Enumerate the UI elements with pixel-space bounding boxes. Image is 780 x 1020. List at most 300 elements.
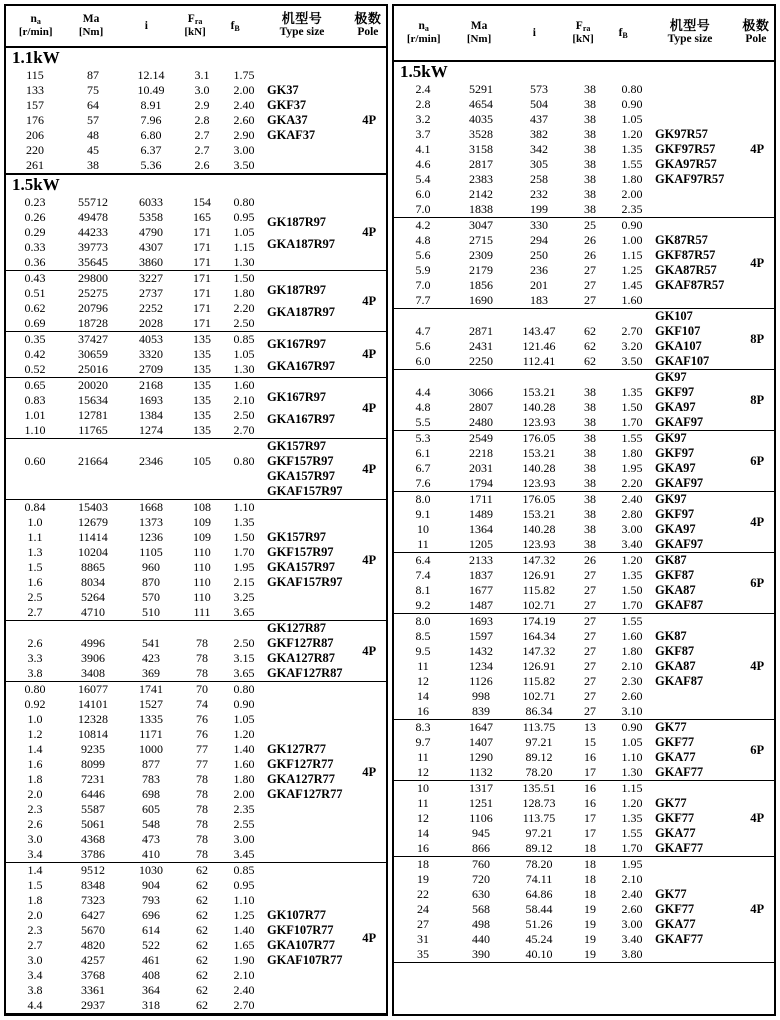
- cell-i: 135.51: [522, 781, 556, 795]
- cell-i: 410: [142, 847, 160, 861]
- table-row[interactable]: [394, 689, 652, 704]
- cell-fb: 2.30: [621, 674, 643, 688]
- table-row[interactable]: [6, 621, 264, 636]
- cell-fra: 2.8: [194, 113, 210, 127]
- table-row[interactable]: [6, 316, 264, 331]
- cell-fb: 1.80: [233, 772, 255, 786]
- column-header-symbol: 极数: [742, 19, 770, 34]
- table-row[interactable]: [6, 878, 264, 893]
- cell-fra: 78: [196, 651, 208, 665]
- cell-fra: 62: [196, 983, 208, 997]
- table-row[interactable]: [394, 446, 652, 461]
- cell-na: 7.0: [415, 202, 431, 216]
- cell-fb: 3.45: [233, 847, 255, 861]
- spec-rows: [6, 682, 264, 862]
- type-size-label: GKAF97: [655, 537, 704, 551]
- column-header-unit: Pole: [745, 33, 767, 45]
- cell-na: 3.8: [27, 666, 43, 680]
- cell-fra: 27: [584, 629, 596, 643]
- table-row[interactable]: [6, 772, 264, 787]
- table-row[interactable]: [6, 408, 264, 423]
- table-row[interactable]: [6, 271, 264, 286]
- cell-fra: 18: [584, 872, 596, 886]
- spec-group: [394, 780, 774, 856]
- table-row[interactable]: [394, 872, 652, 887]
- cell-ma: 4257: [81, 953, 105, 967]
- table-row[interactable]: [6, 143, 264, 158]
- cell-fra: 62: [196, 968, 208, 982]
- cell-fra: 110: [193, 545, 211, 559]
- column-header-na: [8, 6, 63, 46]
- cell-ma: 1837: [469, 568, 493, 582]
- table-row[interactable]: [394, 629, 652, 644]
- table-row[interactable]: [6, 953, 264, 968]
- type-size-label: GKF97: [655, 507, 695, 521]
- column-header-Ma: [63, 6, 118, 46]
- table-row[interactable]: [6, 210, 264, 225]
- column-header-symbol: $F_{ra}$: [575, 20, 591, 33]
- table-row[interactable]: [6, 605, 264, 620]
- cell-ma: 7231: [81, 772, 105, 786]
- table-row[interactable]: [6, 863, 264, 878]
- table-row[interactable]: [394, 841, 652, 856]
- table-row[interactable]: [6, 240, 264, 255]
- table-row[interactable]: [6, 998, 264, 1013]
- cell-fb: 0.85: [233, 332, 255, 346]
- cell-i: 199: [530, 202, 548, 216]
- cell-fb: 1.55: [621, 614, 643, 628]
- cell-fra: 17: [584, 765, 596, 779]
- cell-fb: 2.00: [233, 83, 255, 97]
- type-size-label: GK97: [655, 370, 687, 384]
- table-row[interactable]: [6, 484, 264, 499]
- table-row[interactable]: [394, 917, 652, 932]
- cell-fb: 1.70: [621, 598, 643, 612]
- table-row[interactable]: [394, 492, 652, 507]
- table-row[interactable]: [394, 431, 652, 446]
- table-row[interactable]: [394, 202, 652, 217]
- column-header-i: [507, 6, 562, 60]
- cell-na: 1.8: [27, 893, 43, 907]
- cell-fb: 2.50: [233, 316, 255, 330]
- cell-i: 3320: [139, 347, 163, 361]
- type-size-cell: [264, 439, 352, 499]
- cell-fb: 0.90: [233, 697, 255, 711]
- pole-cell: 8P: [750, 392, 765, 407]
- cell-fb: 0.80: [621, 82, 643, 96]
- table-row[interactable]: [394, 507, 652, 522]
- cell-na: 6.7: [415, 461, 431, 475]
- type-size-label: GK187R97: [267, 214, 326, 229]
- table-row[interactable]: [394, 704, 652, 719]
- cell-fb: 0.95: [233, 878, 255, 892]
- table-row[interactable]: [6, 817, 264, 832]
- table-row[interactable]: [6, 923, 264, 938]
- cell-fb: 3.20: [621, 339, 643, 353]
- table-body: [394, 62, 774, 1014]
- cell-i: 4053: [139, 332, 163, 346]
- cell-fb: 1.45: [621, 278, 643, 292]
- cell-na: 8.0: [415, 492, 431, 506]
- table-row[interactable]: [6, 697, 264, 712]
- table-row[interactable]: [6, 195, 264, 210]
- table-row[interactable]: [394, 932, 652, 947]
- type-size-label: GK97R57: [655, 127, 708, 141]
- table-row[interactable]: [394, 902, 652, 917]
- table-row[interactable]: [6, 439, 264, 454]
- table-row[interactable]: [6, 393, 264, 408]
- cell-na: 115: [26, 68, 44, 82]
- type-size-cell: [652, 309, 740, 369]
- cell-ma: 1838: [469, 202, 493, 216]
- table-row[interactable]: [6, 500, 264, 515]
- table-row[interactable]: [394, 233, 652, 248]
- cell-na: 4.7: [415, 324, 431, 338]
- cell-fb: 2.35: [621, 202, 643, 216]
- table-row[interactable]: [6, 347, 264, 362]
- table-row[interactable]: [394, 112, 652, 127]
- table-row[interactable]: [394, 765, 652, 780]
- type-size-label: GK87R57: [655, 233, 708, 247]
- cell-fb: 2.60: [621, 902, 643, 916]
- cell-i: 140.28: [522, 461, 556, 475]
- cell-fb: 0.80: [233, 454, 255, 468]
- cell-na: 8.3: [415, 720, 431, 734]
- table-row[interactable]: [394, 400, 652, 415]
- table-row[interactable]: [394, 781, 652, 796]
- cell-fra: 27: [584, 293, 596, 307]
- table-row[interactable]: [394, 796, 652, 811]
- cell-ma: 2218: [469, 446, 493, 460]
- spec-group: [394, 856, 774, 962]
- cell-i: 126.91: [522, 568, 556, 582]
- cell-fra: 135: [193, 408, 211, 422]
- cell-fb: 2.70: [233, 423, 255, 437]
- spec-rows: [394, 82, 652, 217]
- cell-fb: 0.85: [233, 863, 255, 877]
- column-header-Ma: [451, 6, 506, 60]
- type-size-label: GK167R97: [267, 390, 326, 404]
- cell-i: 176.05: [522, 431, 556, 445]
- cell-i: 174.19: [522, 614, 556, 628]
- table-row[interactable]: [6, 545, 264, 560]
- cell-fb: 1.65: [233, 938, 255, 952]
- cell-fra: 110: [193, 575, 211, 589]
- cell-na: 6.0: [415, 187, 431, 201]
- cell-fra: 18: [584, 887, 596, 901]
- table-row[interactable]: [6, 423, 264, 438]
- cell-fb: 2.00: [621, 187, 643, 201]
- cell-na: 5.5: [415, 415, 431, 429]
- column-header-fB: [604, 6, 642, 60]
- table-row[interactable]: [6, 158, 264, 173]
- cell-i: 408: [142, 968, 160, 982]
- cell-fb: 1.60: [621, 293, 643, 307]
- table-row[interactable]: [394, 476, 652, 491]
- cell-i: 504: [530, 97, 548, 111]
- power-rating-heading: 1.1kW: [12, 48, 60, 67]
- cell-fra: 62: [196, 863, 208, 877]
- pole-cell: 4P: [362, 643, 377, 658]
- cell-i: 6033: [139, 195, 163, 209]
- table-row[interactable]: [394, 811, 652, 826]
- cell-fra: 78: [196, 802, 208, 816]
- cell-ma: 4654: [469, 97, 493, 111]
- cell-na: 0.23: [24, 195, 46, 209]
- type-size-label: GKF107R77: [267, 923, 334, 937]
- cell-fra: 27: [584, 704, 596, 718]
- table-row[interactable]: [6, 682, 264, 697]
- cell-ma: 30659: [78, 347, 108, 361]
- cell-i: 960: [142, 560, 160, 574]
- cell-na: 3.4: [27, 847, 43, 861]
- cell-na: 3.2: [415, 112, 431, 126]
- spec-rows: [394, 857, 652, 962]
- cell-fb: 1.15: [621, 781, 643, 795]
- column-header-subscript: a: [424, 24, 429, 33]
- cell-ma: 1693: [469, 614, 493, 628]
- table-row[interactable]: [6, 727, 264, 742]
- type-size-label: GKA127R87: [267, 651, 335, 665]
- table-row[interactable]: [6, 575, 264, 590]
- pole-cell: 8P: [750, 331, 765, 346]
- table-row[interactable]: [6, 802, 264, 817]
- spec-rows: [6, 500, 264, 620]
- table-row[interactable]: [394, 248, 652, 263]
- table-row[interactable]: [6, 362, 264, 377]
- cell-i: 2346: [139, 454, 163, 468]
- cell-fb: 3.00: [621, 917, 643, 931]
- type-size-label: GKAF77: [655, 932, 704, 946]
- cell-fra: 15: [584, 735, 596, 749]
- pole-cell: 4P: [750, 514, 765, 529]
- table-body: [6, 48, 386, 1014]
- cell-fra: 38: [584, 187, 596, 201]
- cell-na: 1.0: [27, 712, 43, 726]
- type-size-label: GKF87: [655, 568, 695, 582]
- table-row[interactable]: [6, 968, 264, 983]
- table-row[interactable]: [394, 293, 652, 308]
- table-row[interactable]: [6, 560, 264, 575]
- table-row[interactable]: [6, 378, 264, 393]
- type-size-label: GKF77: [655, 902, 695, 916]
- cell-i: 126.91: [522, 659, 556, 673]
- cell-i: 1384: [139, 408, 163, 422]
- table-row[interactable]: [394, 644, 652, 659]
- table-row[interactable]: [6, 515, 264, 530]
- cell-ma: 1132: [469, 765, 493, 779]
- cell-i: 232: [530, 187, 548, 201]
- cell-i: 97.21: [525, 826, 553, 840]
- table-row[interactable]: [6, 83, 264, 98]
- table-row[interactable]: [6, 908, 264, 923]
- spec-rows: [394, 218, 652, 308]
- table-row[interactable]: [394, 614, 652, 629]
- table-row[interactable]: [394, 278, 652, 293]
- column-header-subscript: ra: [582, 24, 591, 33]
- cell-i: 696: [142, 908, 160, 922]
- cell-fb: 1.60: [233, 757, 255, 771]
- table-row[interactable]: [6, 757, 264, 772]
- table-row[interactable]: [6, 983, 264, 998]
- spec-group: [394, 613, 774, 719]
- table-row[interactable]: [6, 454, 264, 469]
- table-row[interactable]: [6, 530, 264, 545]
- table-row[interactable]: [6, 893, 264, 908]
- table-row[interactable]: [394, 674, 652, 689]
- table-row[interactable]: [394, 157, 652, 172]
- table-row[interactable]: [394, 583, 652, 598]
- cell-fra: 62: [196, 938, 208, 952]
- cell-na: 6.0: [415, 354, 431, 368]
- cell-fra: 38: [584, 476, 596, 490]
- table-row[interactable]: [394, 537, 652, 552]
- cell-na: 4.2: [415, 218, 431, 232]
- type-size-cell: [264, 271, 352, 331]
- table-row[interactable]: [394, 947, 652, 962]
- cell-i: 10.49: [137, 83, 165, 97]
- cell-fb: 2.80: [621, 507, 643, 521]
- table-row[interactable]: [394, 857, 652, 872]
- table-row[interactable]: [6, 225, 264, 240]
- cell-fra: 109: [193, 515, 211, 529]
- table-row[interactable]: [6, 832, 264, 847]
- cell-fb: 1.35: [621, 142, 643, 156]
- table-row[interactable]: [6, 787, 264, 802]
- cell-na: 1.8: [27, 772, 43, 786]
- cell-na: 1.6: [27, 757, 43, 771]
- cell-fb: 1.05: [621, 112, 643, 126]
- table-row[interactable]: [394, 720, 652, 735]
- table-row[interactable]: [394, 218, 652, 233]
- table-row[interactable]: [394, 187, 652, 202]
- table-row[interactable]: [394, 568, 652, 583]
- table-row[interactable]: [6, 590, 264, 605]
- cell-fra: 18: [584, 841, 596, 855]
- cell-i: 250: [530, 248, 548, 262]
- table-row[interactable]: [6, 938, 264, 953]
- table-row[interactable]: [394, 309, 652, 324]
- cell-fra: 3.0: [194, 83, 210, 97]
- cell-fb: 1.30: [621, 765, 643, 779]
- spec-group: [6, 377, 386, 438]
- table-row[interactable]: [394, 598, 652, 613]
- type-size-cell: [652, 720, 740, 780]
- table-row[interactable]: [394, 324, 652, 339]
- table-row[interactable]: [394, 339, 652, 354]
- table-row[interactable]: [6, 712, 264, 727]
- type-size-cell: [652, 218, 740, 308]
- table-row[interactable]: [6, 332, 264, 347]
- type-size-label: GKA97: [655, 461, 696, 475]
- table-row[interactable]: [394, 461, 652, 476]
- table-row[interactable]: [6, 98, 264, 113]
- cell-fb: 1.50: [621, 583, 643, 597]
- table-row[interactable]: [6, 286, 264, 301]
- cell-ma: 839: [472, 704, 490, 718]
- cell-na: 7.4: [415, 568, 431, 582]
- table-row[interactable]: [6, 666, 264, 681]
- cell-fra: 78: [196, 666, 208, 680]
- cell-na: 4.8: [415, 233, 431, 247]
- cell-na: 8.1: [415, 583, 431, 597]
- table-row[interactable]: [394, 97, 652, 112]
- cell-na: 31: [417, 932, 429, 946]
- spec-group: [6, 620, 386, 681]
- table-row[interactable]: [394, 385, 652, 400]
- type-size-label: GKA187R97: [267, 305, 335, 319]
- table-row[interactable]: [394, 142, 652, 157]
- cell-i: 342: [530, 142, 548, 156]
- cell-fb: 3.65: [233, 666, 255, 680]
- cell-fra: 2.7: [194, 143, 210, 157]
- cell-na: 1.5: [27, 560, 43, 574]
- table-row[interactable]: [394, 887, 652, 902]
- type-size-label: GKA77: [655, 750, 696, 764]
- cell-fb: 1.35: [621, 568, 643, 582]
- table-row[interactable]: [6, 847, 264, 862]
- cell-fb: 0.80: [233, 195, 255, 209]
- cell-ma: 2549: [469, 431, 493, 445]
- spec-group: [394, 552, 774, 613]
- cell-na: 11: [417, 659, 429, 673]
- table-row[interactable]: [394, 172, 652, 187]
- pole-cell: 4P: [750, 659, 765, 673]
- table-row[interactable]: [394, 127, 652, 142]
- cell-i: 423: [142, 651, 160, 665]
- spec-rows: [394, 720, 652, 780]
- cell-na: 0.62: [24, 301, 46, 315]
- cell-fra: 38: [584, 127, 596, 141]
- table-row[interactable]: [6, 113, 264, 128]
- table-row[interactable]: [6, 469, 264, 484]
- table-row[interactable]: [394, 659, 652, 674]
- table-row[interactable]: [6, 651, 264, 666]
- table-row[interactable]: [394, 826, 652, 841]
- table-row[interactable]: [6, 742, 264, 757]
- table-row[interactable]: [394, 415, 652, 430]
- table-row[interactable]: [394, 263, 652, 278]
- table-row[interactable]: [6, 68, 264, 83]
- table-row[interactable]: [6, 636, 264, 651]
- cell-na: 16: [417, 704, 429, 718]
- type-size-cell: [652, 82, 740, 217]
- table-row[interactable]: [6, 255, 264, 270]
- table-row[interactable]: [394, 354, 652, 369]
- cell-fra: 16: [584, 781, 596, 795]
- spec-rows: [6, 332, 264, 377]
- table-row[interactable]: [394, 553, 652, 568]
- table-row[interactable]: [394, 735, 652, 750]
- spec-group: [6, 270, 386, 331]
- table-row[interactable]: [394, 82, 652, 97]
- type-size-cell: [652, 781, 740, 856]
- cell-i: 89.12: [525, 750, 553, 764]
- table-row[interactable]: [394, 370, 652, 385]
- cell-fra: 38: [584, 172, 596, 186]
- cell-na: 1.01: [24, 408, 46, 422]
- power-rating-heading: 1.5kW: [400, 62, 448, 81]
- table-row[interactable]: [6, 128, 264, 143]
- cell-fb: 1.05: [233, 712, 255, 726]
- table-row[interactable]: [394, 522, 652, 537]
- table-row[interactable]: [6, 301, 264, 316]
- cell-ma: 12328: [78, 712, 108, 726]
- cell-ma: 87: [87, 68, 99, 82]
- cell-ma: 1290: [469, 750, 493, 764]
- table-row[interactable]: [394, 750, 652, 765]
- cell-ma: 8865: [81, 560, 105, 574]
